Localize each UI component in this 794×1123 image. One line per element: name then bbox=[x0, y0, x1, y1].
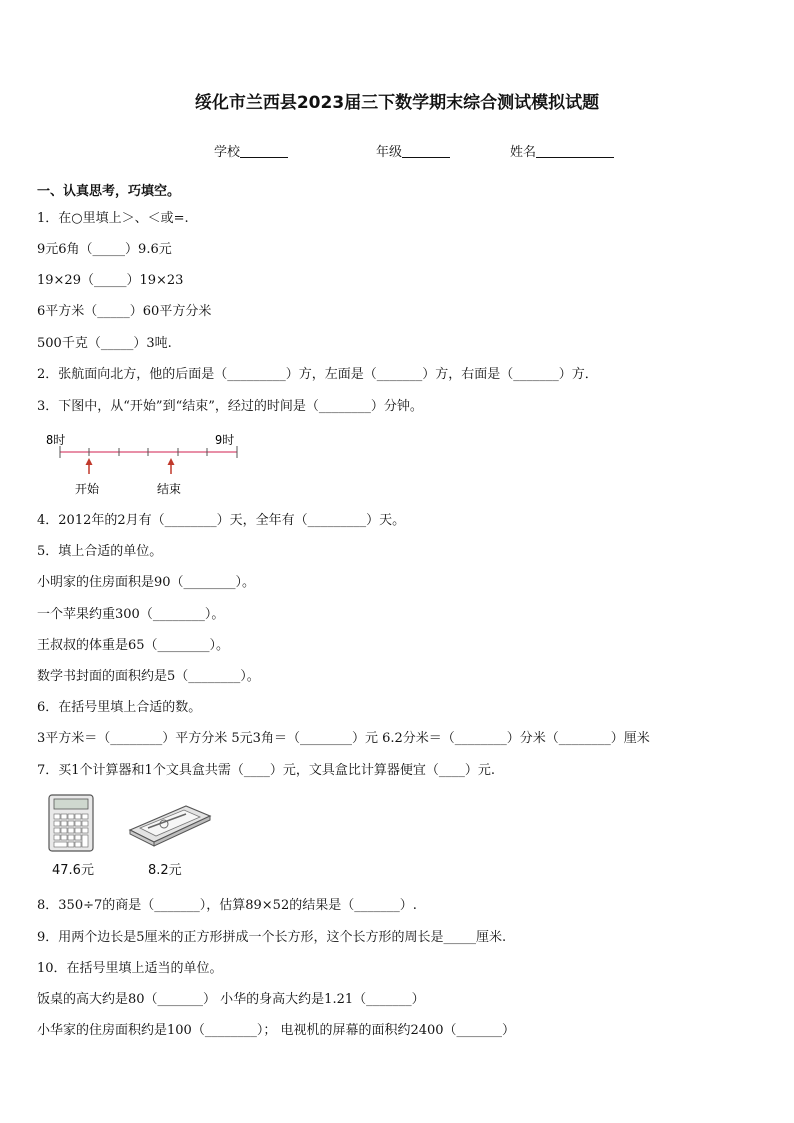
timeline-start-hour: 8时 bbox=[46, 433, 66, 447]
name-blank[interactable] bbox=[536, 144, 614, 158]
timeline-end-hour: 9时 bbox=[215, 433, 235, 447]
q6-stem: 6．在括号里填上合适的数。 bbox=[37, 700, 202, 715]
q10-line-1: 饭桌的高大约是80（_______） 小华的身高大约是1.21（_______） bbox=[37, 992, 425, 1007]
q5-line-2: 一个苹果约重300（________）。 bbox=[37, 607, 225, 622]
page-title: 绥化市兰西县2023届三下数学期末综合测试模拟试题 bbox=[194, 93, 600, 113]
school-field bbox=[214, 141, 288, 160]
end-arrow-head-icon bbox=[168, 458, 175, 465]
school-label: 学校 bbox=[214, 145, 241, 160]
name-label: 姓名 bbox=[510, 145, 537, 160]
q6-line-1: 3平方米＝（________）平方分米 5元3角＝（________）元 6.2分米＝（________）分米（________）厘米 bbox=[37, 731, 650, 746]
section-heading: 一、认真思考，巧填空。 bbox=[37, 184, 181, 199]
q1-line-1: 9元6角（_____）9.6元 bbox=[37, 242, 172, 257]
pencil-box-price: 8.2元 bbox=[148, 863, 182, 878]
grade-field bbox=[376, 141, 450, 160]
q9: 9．用两个边长是5厘米的正方形拼成一个长方形，这个长方形的周长是_____厘米. bbox=[37, 930, 507, 945]
pencil-box-icon bbox=[126, 802, 212, 848]
pencil-box-image bbox=[126, 802, 212, 848]
timeline-start-label: 开始 bbox=[75, 482, 100, 496]
grade-blank[interactable] bbox=[402, 144, 450, 158]
calculator-image bbox=[48, 794, 94, 852]
q5-line-3: 王叔叔的体重是65（________）。 bbox=[37, 638, 230, 653]
school-blank[interactable] bbox=[240, 144, 288, 158]
q8: 8．350÷7的商是（_______），估算89×52的结果是（_______）. bbox=[37, 898, 417, 913]
timeline-end-label: 结束 bbox=[157, 482, 182, 496]
q5-line-1: 小明家的住房面积是90（________）。 bbox=[37, 575, 256, 590]
calculator-price: 47.6元 bbox=[52, 863, 94, 878]
start-arrow-head-icon bbox=[86, 458, 93, 465]
q5-line-4: 数学书封面的面积约是5（________）。 bbox=[37, 669, 260, 684]
timeline-figure bbox=[40, 430, 250, 502]
q4: 4．2012年的2月有（________）天，全年有（_________）天。 bbox=[37, 513, 406, 528]
q7: 7．买1个计算器和1个文具盒共需（____）元，文具盒比计算器便宜（____）元. bbox=[37, 763, 495, 778]
calculator-icon bbox=[48, 794, 94, 852]
name-field bbox=[510, 141, 614, 160]
q1-line-4: 500千克（_____）3吨. bbox=[37, 336, 172, 351]
q10-stem: 10．在括号里填上适当的单位。 bbox=[37, 961, 223, 976]
q3: 3．下图中，从“开始”到“结束”，经过的时间是（________）分钟。 bbox=[37, 399, 423, 414]
timeline-svg bbox=[40, 430, 250, 502]
grade-label: 年级 bbox=[376, 145, 403, 160]
q5-stem: 5．填上合适的单位。 bbox=[37, 544, 163, 559]
q10-line-2: 小华家的住房面积约是100（________）； 电视机的屏幕的面积约2400（_______） bbox=[37, 1023, 516, 1038]
q1-stem: 1．在○里填上＞、＜或=. bbox=[37, 211, 189, 226]
q1-line-3: 6平方米（_____）60平方分米 bbox=[37, 304, 212, 319]
q1-line-2: 19×29（_____）19×23 bbox=[37, 273, 184, 288]
q2: 2．张航面向北方，他的后面是（_________）方，左面是（_______）方，右面是（_______）方． bbox=[37, 367, 598, 382]
